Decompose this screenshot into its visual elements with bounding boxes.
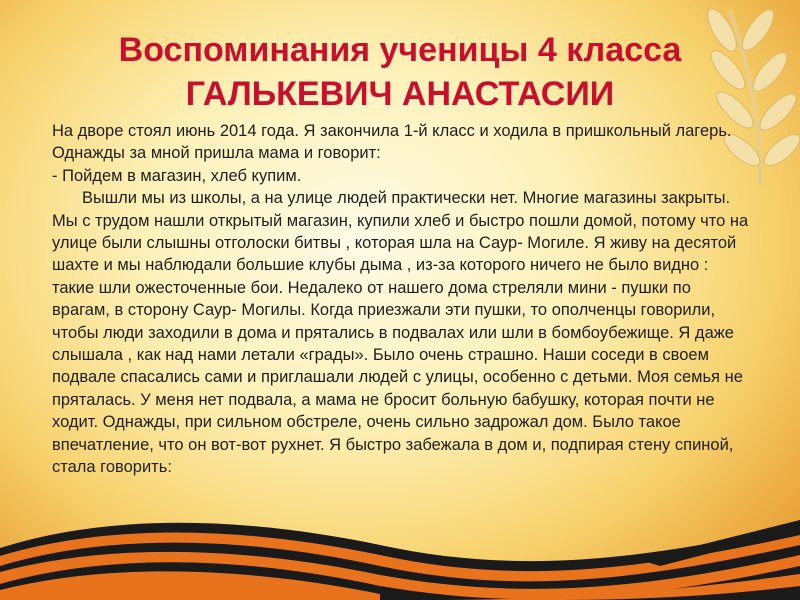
title-line-2: ГАЛЬКЕВИЧ АНАСТАСИИ (185, 75, 615, 113)
paragraph-quote: - Пойдем в магазин, хлеб купим. (52, 166, 302, 185)
paragraph-story: Вышли мы из школы, а на улице людей практически нет. Многие магазины закрыты. Мы с трудом нашли открытый магазин, купили хлеб и быстро пошли домой, потому что на улице были слышны отголоски битвы , которая шла на Саур- Могиле. Я живу на десятой шахте и мы наблюдали большие клубы дыма , из-за которого ничего не было видно : такие шли ожесточенные бои. Недалеко от нашего дома стреляли мини - пушки по врагам, в сторону Саур- Могилы. Когда приезжали эти пушки, то ополченцы говорили, чтобы люди заходили в дома и прятались в подвалах или шли в бомбоубежище. Я даже слышала , как над нами летали «грады». Было очень страшно. Наши соседи в своем подвале спасались сами и приглашали людей с улицы, особенно с детьми. Моя семья не пряталась. У меня нет подвала, а мама не бросит больную бабушку, которая почти не ходит. Однажды, при сильном обстреле, очень сильно задрожал дом. Было такое впечатление, что он вот-вот рухнет. Я быстро забежала в дом и, подпирая стену спиной, стала говорить: (52, 189, 749, 477)
memoir-text (52, 120, 752, 479)
paragraph-intro: На дворе стоял июнь 2014 года. Я закончила 1-й класс и ходила в пришкольный лагерь. Однажды за мной пришла мама и говорит: (52, 122, 732, 163)
page-title (40, 28, 760, 116)
title-line-1: Воспоминания ученицы 4 класса (118, 31, 682, 69)
